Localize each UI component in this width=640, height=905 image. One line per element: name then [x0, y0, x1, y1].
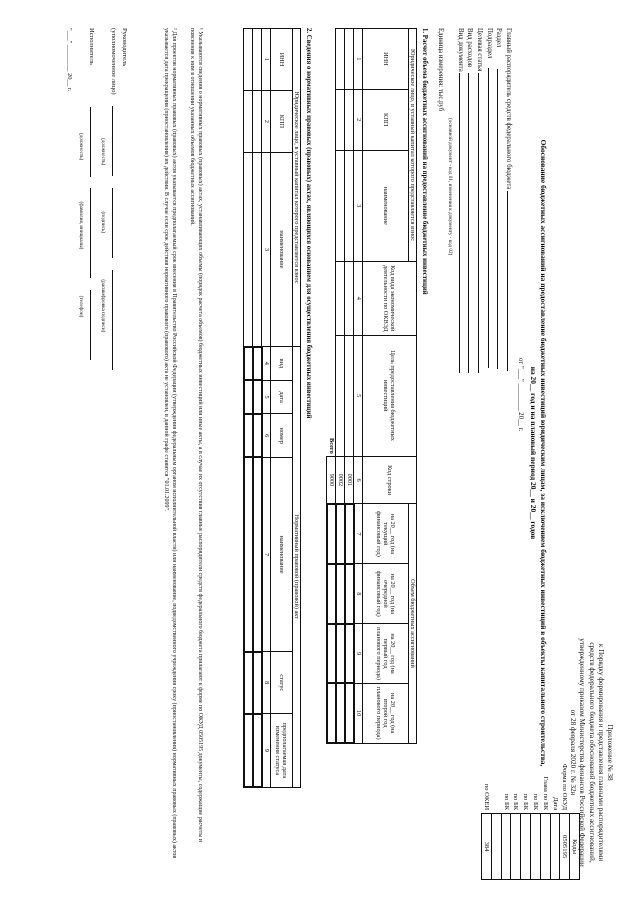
- head-decoding-field[interactable]: [112, 270, 113, 370]
- code-value[interactable]: [501, 814, 511, 880]
- table-cell[interactable]: [253, 29, 262, 91]
- s2-col-name: наименование: [271, 152, 293, 346]
- table-cell[interactable]: [244, 457, 253, 651]
- total-label: Всего: [327, 438, 335, 454]
- table-cell[interactable]: [345, 564, 354, 624]
- table-cell[interactable]: [336, 683, 345, 743]
- section2-title: 2. Сведения о нормативных правовых (правовых) актах, являющихся основанием для осуществления бюджетных инвестиций: [305, 28, 312, 419]
- col-number: 6: [262, 414, 271, 457]
- document-page: [12, 28, 626, 880]
- unit-label: Единица измерения: тыс.руб: [437, 28, 445, 112]
- field-value[interactable]: [468, 73, 469, 373]
- field-value[interactable]: [459, 73, 460, 373]
- executor-position-field[interactable]: [90, 107, 91, 177]
- table-cell[interactable]: [345, 29, 354, 90]
- head-sub-label: (уполномоченное лицо): [110, 28, 117, 95]
- field-value[interactable]: [488, 68, 489, 368]
- table-cell[interactable]: [244, 152, 253, 346]
- col-number: 1: [354, 29, 363, 90]
- code-label: по ОКЕИ: [482, 783, 490, 811]
- table-cell[interactable]: [253, 414, 262, 457]
- table-cell[interactable]: [244, 90, 253, 152]
- table-cell[interactable]: [336, 89, 345, 150]
- col-number: 4: [354, 262, 363, 336]
- s1-obas-header: Объем бюджетных ассигнований: [409, 504, 417, 743]
- table-cell[interactable]: [253, 652, 262, 714]
- s2-col-act-name: наименование: [271, 457, 293, 651]
- table-cell[interactable]: [336, 564, 345, 624]
- executor-fio-field[interactable]: [90, 188, 91, 278]
- col-number: 2: [354, 89, 363, 150]
- signature-block: [62, 28, 128, 370]
- code-label: по БК: [512, 793, 520, 811]
- s1-col-kpp: КПП: [363, 89, 409, 150]
- row-code: 0001: [345, 456, 354, 504]
- title-line-1: Обоснование бюджетных ассигнований на предоставление бюджетных инвестиций юридическим лицам, за исключением бюджетных инвестиций в объекты капитального строительства,: [539, 139, 548, 767]
- field-label: Вид расходов: [466, 28, 474, 68]
- table-cell[interactable]: [345, 683, 354, 743]
- fio-caption: (фамилия, инициалы): [78, 201, 84, 250]
- col-number: 4: [262, 347, 271, 381]
- col-number: 10: [354, 683, 363, 743]
- code-label: по БК: [522, 793, 530, 811]
- s2-col-number: номер: [271, 414, 293, 457]
- table-cell[interactable]: [244, 714, 253, 787]
- col-number: 5: [354, 335, 363, 456]
- table-cell[interactable]: [253, 457, 262, 651]
- section1-title: 1. Расчет объема бюджетных ассигнований на предоставление бюджетных инвестиций: [421, 28, 428, 295]
- s1-group-header: Юридическое лицо, в уставный капитал которого представляется взнос: [409, 29, 417, 262]
- table-cell[interactable]: [345, 150, 354, 261]
- table-cell[interactable]: [345, 262, 354, 336]
- table-cell[interactable]: [336, 150, 345, 261]
- field-label: Раздел: [495, 28, 503, 48]
- s1-col-name: наименование: [363, 150, 409, 261]
- table-row: [244, 29, 253, 788]
- code-label: [491, 700, 501, 814]
- field-label: Целевая статья: [475, 28, 483, 72]
- code-value[interactable]: [521, 814, 531, 880]
- field-value[interactable]: [478, 73, 479, 373]
- header-line: к Порядку формирования и представления главными распорядителями: [596, 643, 605, 862]
- doc-hint: (основной документ - код 01, изменения к документу - код 02): [446, 118, 453, 256]
- s1-col-okved: Код вида экономической деятельности по ОКВЭД: [363, 262, 417, 336]
- col-number: 7: [354, 504, 363, 564]
- table-cell[interactable]: [336, 335, 345, 456]
- col-number: 8: [262, 652, 271, 714]
- document-title: [528, 108, 548, 798]
- s2-col-kind: вид: [271, 347, 293, 381]
- position-caption: (должность): [100, 138, 106, 166]
- col-number: 8: [354, 564, 363, 624]
- date-line: от "___" ________ 20__ г.: [517, 358, 524, 432]
- row-code: 0002: [336, 456, 345, 504]
- table-cell[interactable]: [327, 683, 336, 743]
- table-row: [253, 29, 262, 788]
- col-number: 3: [354, 150, 363, 261]
- col-number: 9: [354, 624, 363, 684]
- s2-col-inn: ИНН: [271, 29, 293, 91]
- table-cell[interactable]: [336, 624, 345, 684]
- table-cell[interactable]: [336, 504, 345, 564]
- col-number: 9: [262, 714, 271, 787]
- table-cell[interactable]: [253, 380, 262, 414]
- col-number: 7: [262, 457, 271, 651]
- table-cell[interactable]: [244, 652, 253, 714]
- section2-table: [243, 28, 301, 788]
- s2-act-header: Нормативный правовой (правовой) акт: [293, 347, 301, 787]
- table-cell[interactable]: [244, 29, 253, 91]
- header-line: от 28 февраля 2020 г. № 32н: [569, 709, 578, 796]
- table-cell[interactable]: [253, 347, 262, 381]
- code-label: Форма по ОКУД: [561, 763, 569, 811]
- section1-table: [326, 28, 417, 744]
- col-number: 6: [354, 456, 363, 504]
- table-cell[interactable]: [336, 262, 345, 336]
- table-cell[interactable]: [327, 564, 336, 624]
- total-row: [327, 29, 336, 744]
- field-label: Подраздел: [485, 28, 493, 59]
- s1-col-y3: на 20__ год (на второй год планового периода): [363, 683, 409, 743]
- code-value[interactable]: [531, 814, 541, 880]
- s1-col-y0: на 20__ год (на текущий финансовый год): [363, 504, 409, 564]
- header-line: Приложение № 38: [606, 724, 614, 781]
- header-fields: [435, 28, 513, 628]
- signature-caption: (подпись): [100, 211, 106, 234]
- codes-header: Коды: [570, 814, 580, 880]
- table-cell[interactable]: [327, 624, 336, 684]
- s2-col-status: статус: [271, 652, 293, 714]
- col-number: 3: [262, 152, 271, 346]
- col-number: 1: [262, 29, 271, 91]
- s1-col-y1: на 20__ год (на очередной финансовый год): [363, 564, 409, 624]
- code-label: Глава по БК: [541, 776, 549, 811]
- table-cell[interactable]: [244, 414, 253, 457]
- table-cell[interactable]: [244, 380, 253, 414]
- code-value[interactable]: 384: [482, 814, 492, 880]
- s1-col-y2: на 20__ год (на первый год планового периода): [363, 624, 409, 684]
- table-cell[interactable]: [345, 335, 354, 456]
- title-line-2: на 20__ год и на плановый период 20__ и 20__ годов: [529, 366, 538, 540]
- table-cell[interactable]: [244, 347, 253, 381]
- head-label: Руководитель: [121, 28, 128, 67]
- code-label: Дата: [551, 796, 559, 811]
- decoding-caption: (расшифровка подписи): [100, 279, 106, 333]
- footnote-2: ² Для проектов нормативных правовых (правовых) актов указывается предполагаемый срок внесения в Правительство Российской Федерации (утверждения федеральным органом исполнительной власти) или наименование, подведомственного учреждения сроку (приостановления) нормативных правовых (правовых) актов указывается дата прекращения (приостановления) их действия. В случае если срок действия нормативного правового (правового) акта не установлен, в данной графе ставится "01.01.2099".: [163, 28, 177, 859]
- s1-col-code: Код строки: [363, 456, 417, 504]
- field-label: Главный распорядитель средств федерального бюджета: [505, 28, 512, 190]
- col-number: 2: [262, 90, 271, 152]
- table-row: [336, 29, 345, 744]
- executor-label: Исполнитель: [88, 28, 95, 65]
- code-value[interactable]: [540, 814, 550, 880]
- s2-col-date: дата: [271, 380, 293, 414]
- table-cell[interactable]: [345, 504, 354, 564]
- field-value[interactable]: [497, 69, 498, 369]
- header-line: утвержденному приказом Министерства финансов Российской Федерации: [578, 638, 587, 867]
- table-cell[interactable]: [253, 90, 262, 152]
- table-cell[interactable]: [345, 624, 354, 684]
- code-value[interactable]: [550, 814, 560, 880]
- s2-group-header: Юридическое лицо, в уставный капитал которого представляется взнос: [293, 29, 301, 347]
- footnote-1: ¹ Указываются сведения о нормативных правовых (правовых) актах, устанавливающих объемы (порядок расчета объемов) бюджетных инвестиций или иные акты, а в случае их отсутствия главные распорядители средств федерального бюджета прилагают к форме по ОКУД 0505195 документы, содержащие расчеты и пояснения к ним в отношении указанных объемов бюджетных ассигнований.: [189, 28, 203, 842]
- code-label: по БК: [502, 793, 510, 811]
- code-value[interactable]: 0505195: [560, 814, 570, 880]
- col-number: 5: [262, 380, 271, 414]
- code-value[interactable]: [511, 814, 521, 880]
- s1-col-goal: Цель предоставления бюджетных инвестиций: [363, 335, 417, 456]
- phone-caption: (телефон): [78, 295, 84, 318]
- table-cell[interactable]: [345, 89, 354, 150]
- s1-col-inn: ИНН: [363, 29, 409, 90]
- head-signature-field[interactable]: [112, 188, 113, 258]
- table-cell[interactable]: [253, 714, 262, 787]
- signature-date: "___" ________ 20__ г.: [66, 28, 73, 92]
- total-code: 9000: [327, 456, 336, 504]
- table-cell[interactable]: [327, 504, 336, 564]
- exec-position-caption: (должность): [78, 133, 84, 161]
- codes-table: [481, 700, 580, 880]
- code-value[interactable]: [491, 814, 501, 880]
- header-line: средств федерального бюджета обоснований бюджетных ассигнований,: [587, 642, 596, 863]
- code-label: по БК: [531, 793, 539, 811]
- table-row: [345, 29, 354, 744]
- table-cell[interactable]: [253, 152, 262, 346]
- field-label: Вид документа: [456, 28, 464, 72]
- s2-col-kpp: КПП: [271, 90, 293, 152]
- table-cell[interactable]: [336, 29, 345, 90]
- s2-col-status-date: предполагаемая дата изменения статуса: [271, 714, 293, 787]
- field-value[interactable]: [507, 191, 508, 371]
- executor-phone-field[interactable]: [90, 290, 91, 360]
- head-position-field[interactable]: [112, 106, 113, 176]
